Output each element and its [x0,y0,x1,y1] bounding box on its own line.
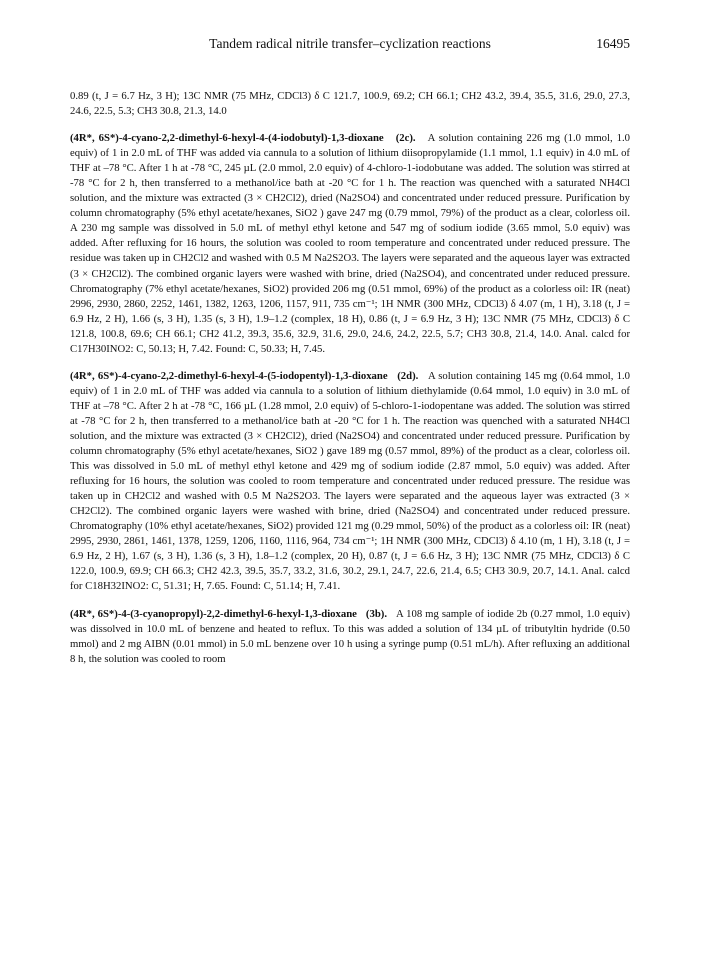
compound-3b-procedure: A 108 mg sample of iodide 2b (0.27 mmol, 1.0 equiv) was dissolved in 10.0 mL of benzene and heated to reflux. To this was added a solution of 134 µL of tributyltin hydride (0.50 mmol) and 2 mg AIBN (0.01 mmol) in 5.0 mL benzene over 10 h using a syringe pump (0.51 mL/h). After refluxing an additional 8 h, the solution was cooled to room [70,607,630,665]
compound-2d-name: (4R*, 6S*)-4-cyano-2,2-dimethyl-6-hexyl-4-(5-iodopentyl)-1,3-dioxane [70,369,388,382]
running-title: Tandem radical nitrile transfer–cyclization reactions [209,36,491,51]
compound-2c-id: (2c). [395,132,416,145]
page-number: 16495 [596,36,630,51]
compound-3b-id: (3b). [365,607,387,620]
compound-3b-section [70,607,630,667]
compound-2c-procedure: A solution containing 226 mg (1.0 mmol, 1.0 equiv) of 1 in 2.0 mL of THF was added via cannula to a solution of lithium diisopropylamide (1.1 mmol, 1.1 equiv) in 4.0 mL of THF at –78 °C. After 1 h at -78 °C, 245 µL (2.0 mmol, 2.0 equiv) of 4-chloro-1-iodobutane was added. The solution was stirred at -78 °C for 2 h, then transferred to a methanol/ice bath at -20 °C for 1 h. The reaction was quenched with a saturated NH4Cl solution, and the mixture was extracted (3 × CH2Cl2), dried (Na2SO4) and concentrated under reduced pressure. Purification by column chromatography (5% ethyl acetate/hexanes, SiO2 ) gave 247 mg (0.79 mmol, 79%) of the product as a clear, colorless oil. A 230 mg sample was dissolved in 5.0 mL of methyl ethyl ketone and 547 mg of sodium iodide (3.65 mmol, 5.0 equiv) was added. After refluxing for 16 hours, the solution was cooled to room temperature and concentrated under reduced pressure. The residue was taken up in CH2Cl2 and washed with 0.5 M Na2S2O3. The layers were separated and the aqueous layer was extracted (3 × CH2Cl2). The combined organic layers were washed with brine, dried (Na2SO4), and concentrated under reduced pressure. Chromatography (7% ethyl acetate/hexanes, SiO2) provided 206 mg (0.51 mmol, 69%) of the product as a colorless oil: IR (neat) 2996, 2930, 2860, 2252, 1461, 1382, 1263, 1206, 1157, 911, 735 cm⁻¹; 1H NMR (300 MHz, CDCl3) δ 4.07 (m, 1 H), 3.18 (t, J = 6.9 Hz, 2 H), 1.66 (s, 3 H), 1.35 (s, 3 H), 1.9–1.2 (complex, 18 H), 0.86 (t, J = 6.9 Hz, 3 H); 13C NMR (75 MHz, CDCl3) δ C 121.8, 100.8, 69.6; CH 66.1; CH2 41.2, 39.3, 35.6, 32.9, 31.6, 29.0, 24.6, 24.2, 22.5, 5.7; CH3 30.8, 21.4, 14.0. Anal. calcd for C17H30INO2: C, 50.13; H, 7.42. Found: C, 50.33; H, 7.45. [70,132,630,355]
compound-2c-name: (4R*, 6S*)-4-cyano-2,2-dimethyl-6-hexyl-4-(4-iodobutyl)-1,3-dioxane [70,132,384,145]
compound-3b-name: (4R*, 6S*)-4-(3-cyanopropyl)-2,2-dimethyl-6-hexyl-1,3-dioxane [70,607,357,620]
compound-2c-section [70,131,630,357]
page-body [70,89,630,679]
running-header [70,36,630,54]
nmr-data-paragraph: 0.89 (t, J = 6.7 Hz, 3 H); 13C NMR (75 MHz, CDCl3) δ C 121.7, 100.9, 69.2; CH 66.1; CH2 43.2, 39.4, 35.5, 31.6, 29.0, 27.3, 24.6, 22.5, 5.3; CH3 30.8, 21.3, 14.0 [70,90,630,118]
compound-2d-section [70,369,630,595]
compound-2d-id: (2d). [397,369,419,382]
compound-2d-procedure: A solution containing 145 mg (0.64 mmol, 1.0 equiv) of 1 in 2.0 mL of THF was added via cannula to a solution of lithium diethylamide (0.64 mmol, 1.0 equiv) in 3.0 mL of THF at –78 °C. After 2 h at -78 °C, 166 µL (1.28 mmol, 2.0 equiv) of 5-chloro-1-iodopentane was added. The solution was stirred at -78 °C for 2 h, then transferred to a methanol/ice bath at -20 °C for 1 h. The reaction was quenched with a saturated NH4Cl solution, and the mixture was extracted (3 × CH2Cl2), dried (Na2SO4) and concentrated under reduced pressure. Purification by column chromatography (5% ethyl acetate/hexanes, SiO2 ) gave 189 mg (0.57 mmol, 89%) of the product as a clear, colorless oil. This was dissolved in 5.0 mL of methyl ethyl ketone and 429 mg of sodium iodide (2.87 mmol, 5.0 equiv) was added. After refluxing for 16 hours, the solution was cooled to room temperature and concentrated under reduced pressure. The residue was taken up in CH2Cl2 and washed with 0.5 M Na2S2O3. The layers were separated and the aqueous layer was extracted (3 × CH2Cl2). The combined organic layers were washed with brine, dried (Na2SO4) and concentrated under reduced pressure. Chromatography (10% ethyl acetate/hexanes, SiO2) provided 121 mg (0.29 mmol, 50%) of the product as a colorless oil: IR (neat) 2995, 2930, 2861, 1461, 1378, 1259, 1206, 1160, 1116, 964, 734 cm⁻¹; 1H NMR (300 MHz, CDCl3) δ 4.10 (m, 1 H), 3.18 (t, J = 6.9 Hz, 2 H), 1.67 (s, 3 H), 1.36 (s, 3 H), 1.8–1.2 (complex, 20 H), 0.87 (t, J = 6.6 Hz, 3 H); 13C NMR (75 MHz, CDCl3) δ C 122.0, 100.9, 69.9; CH 66.3; CH2 42.3, 39.5, 35.7, 33.2, 31.6, 30.2, 29.1, 24.7, 22.6, 21.4, 6.5; CH3 30.9, 20.7, 14.1. Anal. calcd for C18H32INO2: C, 51.31; H, 7.65. Found: C, 51.14; H, 7.41. [70,369,631,593]
